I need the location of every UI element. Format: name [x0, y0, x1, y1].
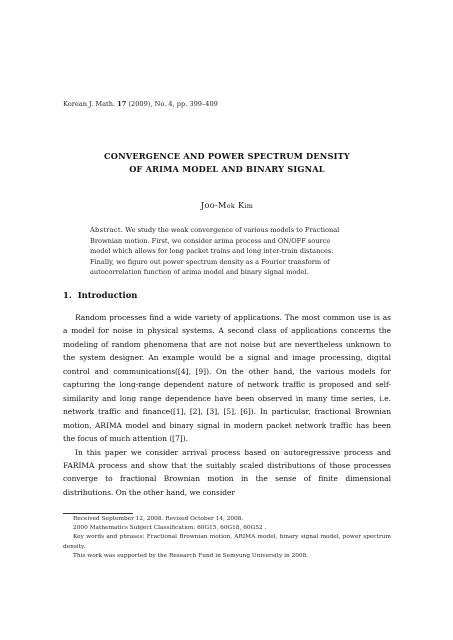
abstract-label: Abstract. — [90, 226, 124, 234]
paper-title — [63, 150, 391, 176]
footnote-rule — [63, 513, 133, 514]
paragraph-1: Random processes find a wide variety of applications. The most common use is as a model for noise in physical systems. A second class of applications concerns the modeling of random phenomena that are not noise but are nevertheless unknown to the system designer. An example would be a signal and image processing, digital control and communications([4], [9]). On the other hand, the various models for capturing the long-range dependent nature of network traffic is proposed and self-similarity and long range dependence have been observed in many time series, i.e. network traffic and finance([1], [2], [3], [5], [6]). In particular, fractional Brownian motion, ARIMA model and binary signal in modern packet network traffic has been the focus of much attention ([7]). — [63, 313, 391, 444]
author-name: Joo-Mok Kim — [200, 200, 254, 210]
journal-header — [63, 100, 363, 109]
section-number: 1. — [63, 290, 72, 300]
footnote-funding: This work was supported by the Research Fund in Semyung University in 2008. — [73, 552, 309, 559]
footnote-keywords: Key words and phrases: Fractional Brownian motion, ARIMA model, binary signal model, power spectrum density. — [63, 534, 391, 550]
abstract — [90, 225, 346, 278]
title-line-1: CONVERGENCE AND POWER SPECTRUM DENSITY — [104, 151, 350, 161]
abstract-text: We study the weak convergence of various models to Fractional Brownian motion. First, we consider arima process and ON/OFF source model which allows for long packet trains and long inter-train distances. Finally, we figure out power spectrum density as a Fourier transform of autocorrelation function of arima model and binary signal model. — [90, 226, 340, 276]
title-line-2: OF ARIMA MODEL AND BINARY SIGNAL — [129, 164, 325, 174]
journal-name: Korean J. Math. — [63, 100, 116, 108]
footnote-received: Received September 12, 2008. Revised October 14, 2008. — [73, 516, 244, 522]
paragraph-2: In this paper we consider arrival process based on autoregressive process and FARIMA process and show that the suitably scaled distributions of those processes converge to fractional Brownian motion in the sense of finite dimensional distributions. On the other hand, we consider — [63, 447, 391, 497]
body-text — [63, 311, 391, 499]
footnotes — [63, 515, 391, 561]
section-title: Introduction — [77, 290, 138, 300]
journal-issue-pages: (2009), No. 4, pp. 399–409 — [128, 100, 218, 108]
footnote-msc: 2000 Mathematics Subject Classification: 60G15, 60G18, 60G52 . — [73, 525, 267, 532]
journal-volume: 17 — [117, 100, 127, 108]
section-heading — [63, 289, 363, 301]
